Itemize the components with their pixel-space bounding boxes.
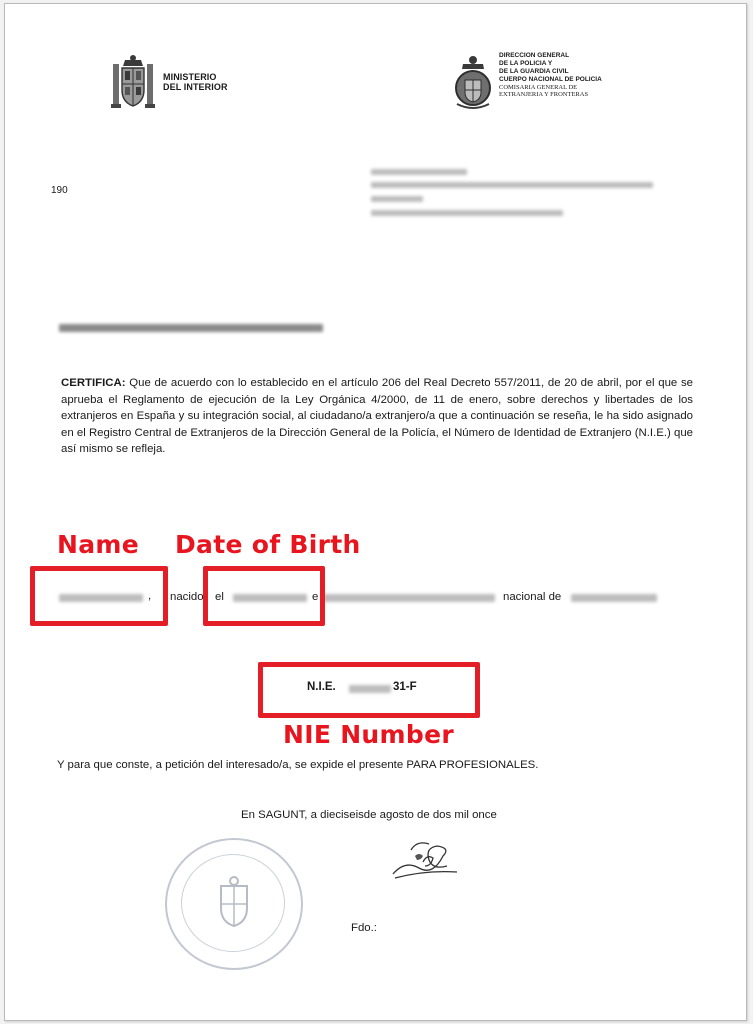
nie-suffix: 31-F xyxy=(393,681,417,693)
nacional-de-text: nacional de xyxy=(503,591,562,603)
redacted-reference-line xyxy=(59,324,323,332)
redacted-nationality xyxy=(571,594,657,602)
spanish-coat-of-arms-icon xyxy=(109,54,157,112)
nie-highlight-box xyxy=(258,662,480,718)
redacted-birthplace xyxy=(323,594,495,602)
police-badge-icon xyxy=(453,54,493,112)
issue-date-line: En SAGUNT, a dieciseisde agosto de dos mil once xyxy=(241,809,497,821)
el-text: el xyxy=(215,591,224,603)
dob-annotation-label: Date of Birth xyxy=(175,530,361,559)
stamp-emblem-icon xyxy=(211,874,257,932)
dob-highlight-box xyxy=(203,566,325,626)
name-highlight-box xyxy=(30,566,168,626)
nacido-text: nacido xyxy=(170,591,204,603)
signature-label: Fdo.: xyxy=(351,922,377,934)
certifica-lead: CERTIFICA: xyxy=(61,377,126,389)
closing-paragraph: Y para que conste, a petición del interesado/a, se expide el presente PARA PROFESIONALES. xyxy=(57,759,539,771)
official-stamp xyxy=(165,838,303,970)
certifica-text: Que de acuerdo con lo establecido en el artículo 206 del Real Decreto 557/2011, de 20 de abril, por el que se aprueba el Reglamento de ejecución de la Ley Orgánica 4/2000, de 11 de enero, sobre derechos y libertades de los extranjeros en España y su integración social, al ciudadano/a extranjero/a que a continuación se reseña, le ha sido asignado en el Registro Central de Extranjeros de la Dirección General de la Policía, el Número de Identidad de Extranjero (N.I.E.) que así mismo se refleja. xyxy=(61,377,693,456)
police-directorate-label: DIRECCION GENERAL DE LA POLICIA Y DE LA GUARDIA CIVIL CUERPO NACIONAL DE POLICIA COMISARIA GENERAL DE EXTRANJERIA Y FRONTERAS xyxy=(499,52,602,98)
nie-prefix: N.I.E. xyxy=(307,681,336,693)
e-text: e xyxy=(312,591,319,603)
signature-scribble xyxy=(385,830,465,888)
name-annotation-label: Name xyxy=(57,530,139,559)
nie-annotation-label: NIE Number xyxy=(283,720,454,749)
name-comma: , xyxy=(148,590,152,602)
ministry-label: MINISTERIO DEL INTERIOR xyxy=(163,72,228,92)
reference-number: 190 xyxy=(51,185,68,196)
document-page xyxy=(4,3,747,1021)
certifica-paragraph xyxy=(61,375,693,458)
